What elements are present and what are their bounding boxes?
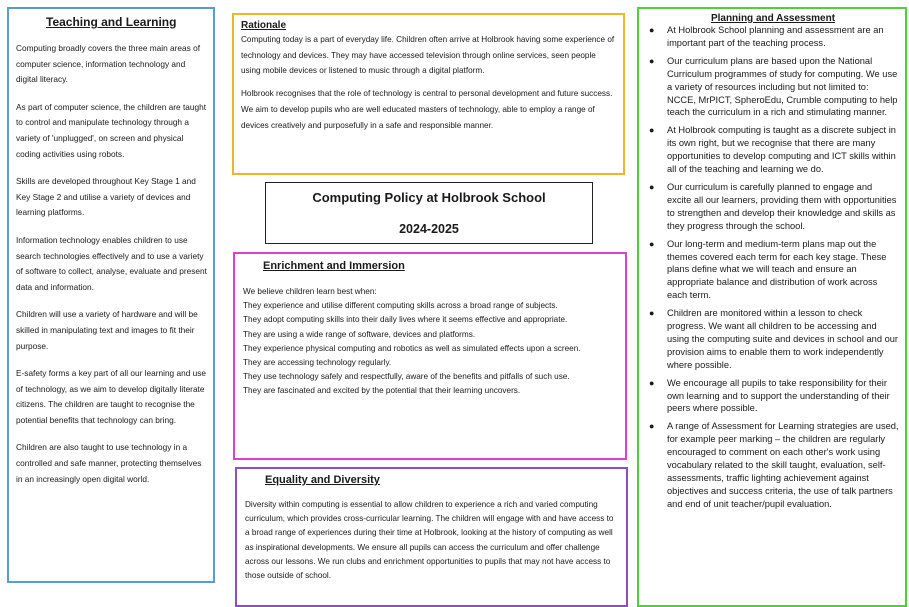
teaching-paragraph: Information technology enables children to use search technologies effectively and to use a variety of software to collect, analyse, evaluate and present data and information.: [16, 234, 207, 292]
policy-title: Computing Policy at Holbrook School: [312, 190, 546, 205]
list-item: ● Children are monitored within a lesson to check progress. We want all children to be accessing and using the computing suite and devices in school and our provision aims to enable them to work independently where possible.: [649, 308, 899, 370]
rationale-paragraph: Computing today is a part of everyday life. Children often arrive at Holbrook having some experience of technology and devices. They may have accessed television through online services, seen people using mobile devices or listened to music through a digital platform.: [241, 35, 615, 76]
teaching-learning-panel: [7, 7, 215, 583]
policy-title-box: [265, 182, 593, 244]
bullet-dot-icon: ●: [649, 181, 655, 192]
equality-text: Diversity within computing is essential to allow children to experience a rich and varied computing curriculum, which provides cross-curricular learning. The children will engage with and have access to a broad range of experiences during their time at Holbrook, looking at the history of computing as well as inspirational developments. We ensure all pupils can access the curriculum and offer challenge across our lessons. We run clubs and enrichment opportunities to pupils that may not have access to those outside of school.: [245, 500, 614, 581]
enrichment-title: Enrichment and Immersion: [263, 260, 405, 272]
bullet-dot-icon: ●: [649, 238, 655, 249]
rationale-title: Rationale: [241, 20, 287, 31]
list-item: ● At Holbrook School planning and assessment are an important part of the teaching process.: [649, 25, 884, 48]
teaching-paragraph: Children will use a variety of hardware and will be skilled in manipulating text and images to fit their purpose.: [16, 309, 198, 351]
enrichment-line: They are accessing technology regularly.: [243, 358, 392, 368]
policy-year: 2024-2025: [399, 222, 459, 236]
teaching-paragraph: Children are also taught to use technology in a controlled and safe manner, protecting themselves in an increasingly open digital world.: [16, 442, 202, 484]
enrichment-panel: [233, 252, 627, 460]
teaching-paragraph: Skills are developed throughout Key Stage 1 and Key Stage 2 and utilise a variety of devices and learning platforms.: [16, 176, 196, 218]
list-item: ● Our curriculum plans are based upon the National Curriculum programmes of study for computing. We use a variety of resources including but not limited to: NCCE, MrPICT, SpheroEdu, Crumble computing to help teach the curriculum in a rich and stimulating manner.: [649, 55, 898, 118]
equality-panel: [235, 467, 628, 607]
bullet-dot-icon: ●: [649, 421, 655, 432]
bullet-dot-icon: ●: [649, 125, 655, 136]
bullet-dot-icon: ●: [649, 308, 655, 319]
enrichment-line: They are using a wide range of software, devices and platforms.: [243, 329, 476, 339]
bullet-dot-icon: ●: [649, 25, 655, 35]
list-item: ● Our curriculum is carefully planned to engage and excite all our learners, providing them with opportunities to strengthen and develop their knowledge and skills as they progress through the school.: [649, 181, 897, 231]
enrichment-line: They experience physical computing and robotics as well as simulated effects upon a screen.: [243, 343, 581, 353]
enrichment-line: They are fascinated and excited by the potential that their learning uncovers.: [243, 386, 521, 396]
equality-title: Equality and Diversity: [265, 474, 380, 486]
bullet-dot-icon: ●: [649, 377, 655, 388]
rationale-panel: [232, 13, 625, 175]
list-item: ● At Holbrook computing is taught as a discrete subject in its own right, but we recognise that there are many opportunities to develop computing and ICT skills within all of the teaching and learning we do.: [649, 125, 896, 175]
planning-title: Planning and Assessment: [710, 13, 836, 24]
enrichment-line: We believe children learn best when:: [243, 287, 377, 296]
rationale-paragraph: Holbrook recognises that the role of technology is central to personal development and future success. We aim to develop pupils who are well educated masters of technology, able to employ a range of devices creatively and purposefully in a safe and responsible manner.: [241, 89, 613, 130]
teaching-paragraph: Computing broadly covers the three main areas of computer science, information technology and digital literacy.: [16, 43, 201, 85]
enrichment-line: They experience and utilise different computing skills across a broad range of subjects.: [243, 301, 558, 311]
planning-panel: [637, 7, 907, 607]
list-item: ● We encourage all pupils to take responsibility for their own learning and to support the understanding of their peers where possible.: [649, 377, 890, 414]
list-item: ● A range of Assessment for Learning strategies are used, for example peer marking – the children are regularly encouraged to comment on each other's work using vocabulary related to the skill taught, evaluation, self-assessments, traffic lighting achievement against objectives and success criteria, the use of talk partners and end of unit teacher/pupil evaluation.: [649, 421, 899, 509]
enrichment-line: They adopt computing skills into their daily lives where it seems effective and appropriate.: [243, 315, 568, 325]
bullet-dot-icon: ●: [649, 55, 655, 66]
planning-list: [647, 24, 899, 511]
enrichment-line: They use technology safely and respectfully, aware of the benefits and pitfalls of such use.: [243, 372, 570, 382]
teaching-learning-title: Teaching and Learning: [46, 15, 177, 29]
teaching-paragraph: E-safety forms a key part of all our learning and use of technology, as we aim to develop digitally literate citizens. The children are taught to recognise the potential benefits that technology can bring.: [16, 368, 207, 425]
list-item: ● Our long-term and medium-term plans map out the themes covered each term for each key stage. These plans define what we will teach and ensure an appropriate balance and distribution of work across each term.: [649, 238, 887, 301]
teaching-paragraph: As part of computer science, the children are taught to control and manipulate technology through a variety of 'unplugged', on screen and physical coding activities using robots.: [16, 101, 207, 159]
